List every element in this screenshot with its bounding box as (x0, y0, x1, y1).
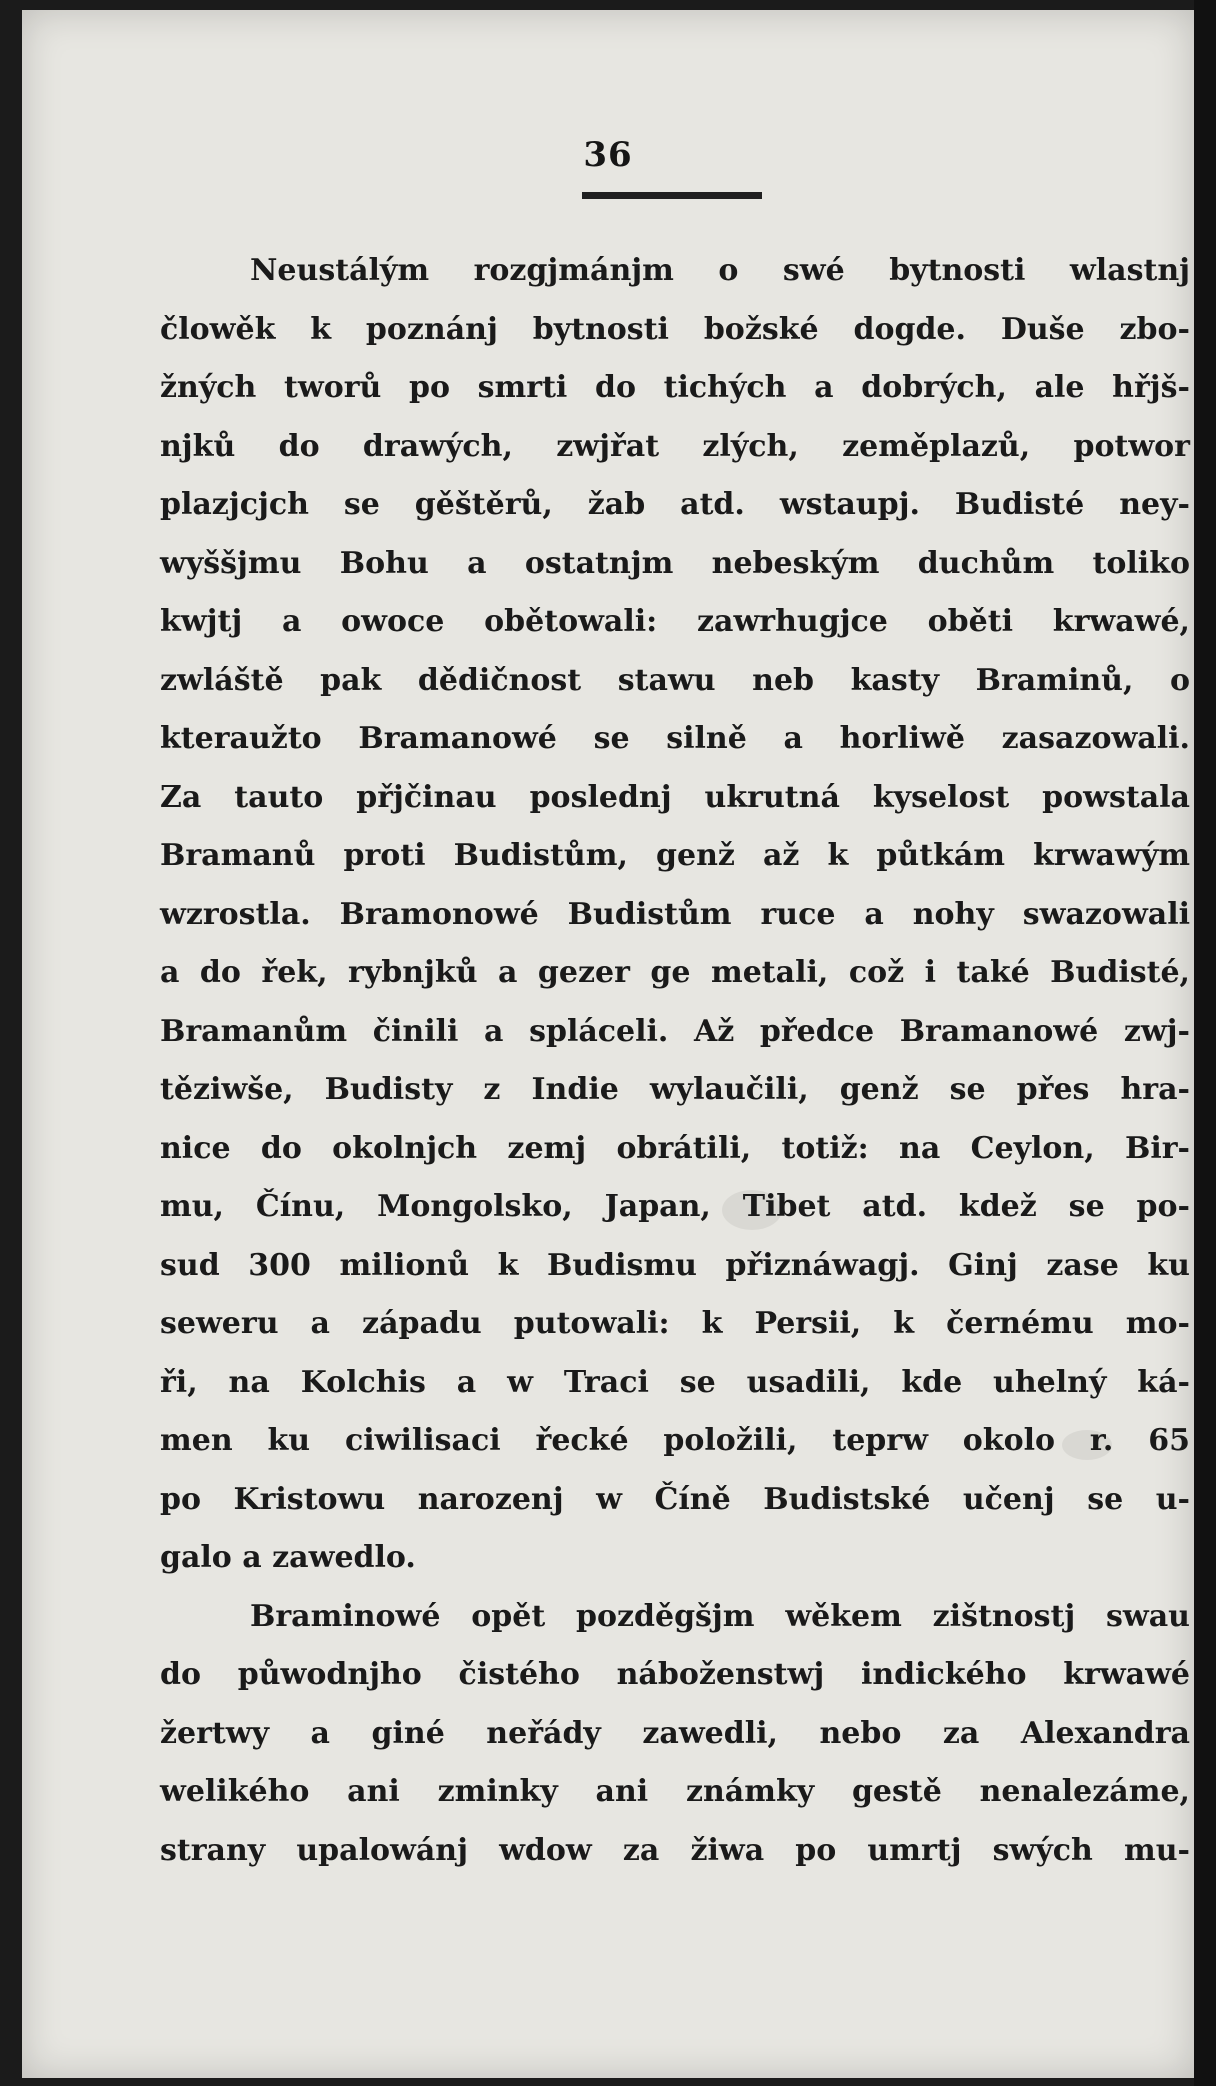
text-line: ři, na Kolchis a w Traci se usadili, kde uhelný ká- (160, 1364, 1190, 1400)
text-line: Bramanů proti Budistům, genž až k půtkám krwawým (160, 838, 1190, 873)
text-line: člowěk k poznánj bytnosti božské dogde. Duše zbo- (160, 311, 1190, 347)
text-line: těziwše, Budisty z Indie wylaučili, genž se přes hra- (160, 1072, 1190, 1107)
text-line: kteraužto Bramanowé se silně a horliwě zasazowali. (160, 721, 1190, 756)
scan-edge (1194, 0, 1216, 2086)
text-line: Neustálým rozgjmánjm o swé bytnosti wlastnj (250, 253, 1190, 288)
text-line: Za tauto přjčinau poslednj ukrutná kyselost powstala (160, 779, 1190, 815)
text-line: plazjcjch se gěštěrů, žab atd. wstaupj. Budisté ney- (160, 487, 1190, 522)
text-line: wzrostla. Bramonowé Budistům ruce a nohy swazowali (160, 896, 1190, 932)
text-line: njků do drawých, zwjřat zlých, zeměplazů, potwor (160, 428, 1190, 464)
text-line: zwláště pak dědičnost stawu neb kasty Braminů, o (160, 662, 1190, 698)
text-line: galo a zawedlo. (160, 1540, 416, 1575)
text-line: do půwodnjho čistého náboženstwj indického krwawé (160, 1657, 1190, 1692)
text-line: Braminowé opět pozděgšjm wěkem zištnostj swau (250, 1598, 1190, 1634)
paragraph-2 (160, 1588, 1190, 1881)
text-line: kwjtj a owoce obětowali: zawrhugjce oběti krwawé, (160, 604, 1190, 639)
text-line: a do řek, rybnjků a gezer ge metali, což i také Budisté, (160, 955, 1190, 990)
page-number-rule (582, 192, 762, 199)
text-line: seweru a západu putowali: k Persii, k černému mo- (160, 1306, 1190, 1341)
text-line: po Kristowu narozenj w Číně Budistské učenj se u- (160, 1481, 1190, 1517)
text-line: men ku ciwilisaci řecké položili, teprw okolo r. 65 (160, 1423, 1190, 1458)
text-line: nice do okolnjch zemj obrátili, totiž: na Ceylon, Bir- (160, 1130, 1190, 1166)
body-text (160, 242, 1190, 1880)
book-page (22, 10, 1194, 2078)
text-line: wyššjmu Bohu a ostatnjm nebeským duchům toliko (160, 545, 1190, 581)
text-line: žertwy a giné neřády zawedli, nebo za Alexandra (160, 1715, 1190, 1751)
page-number: 36 (583, 135, 633, 175)
text-line: Bramanům činili a spláceli. Až předce Bramanowé zwj- (160, 1013, 1190, 1049)
text-line: žných tworů po smrti do tichých a dobrých, ale hřjš- (160, 370, 1190, 405)
text-line: mu, Čínu, Mongolsko, Japan, Tibet atd. kdež se po- (160, 1189, 1190, 1224)
paragraph-1 (160, 242, 1190, 1588)
text-line: welikého ani zminky ani známky gestě nenalezáme, (160, 1774, 1190, 1809)
text-line: strany upalowánj wdow za žiwa po umrtj swých mu- (160, 1832, 1190, 1868)
text-line: sud 300 milionů k Budismu přiznáwagj. Ginj zase ku (160, 1247, 1190, 1283)
